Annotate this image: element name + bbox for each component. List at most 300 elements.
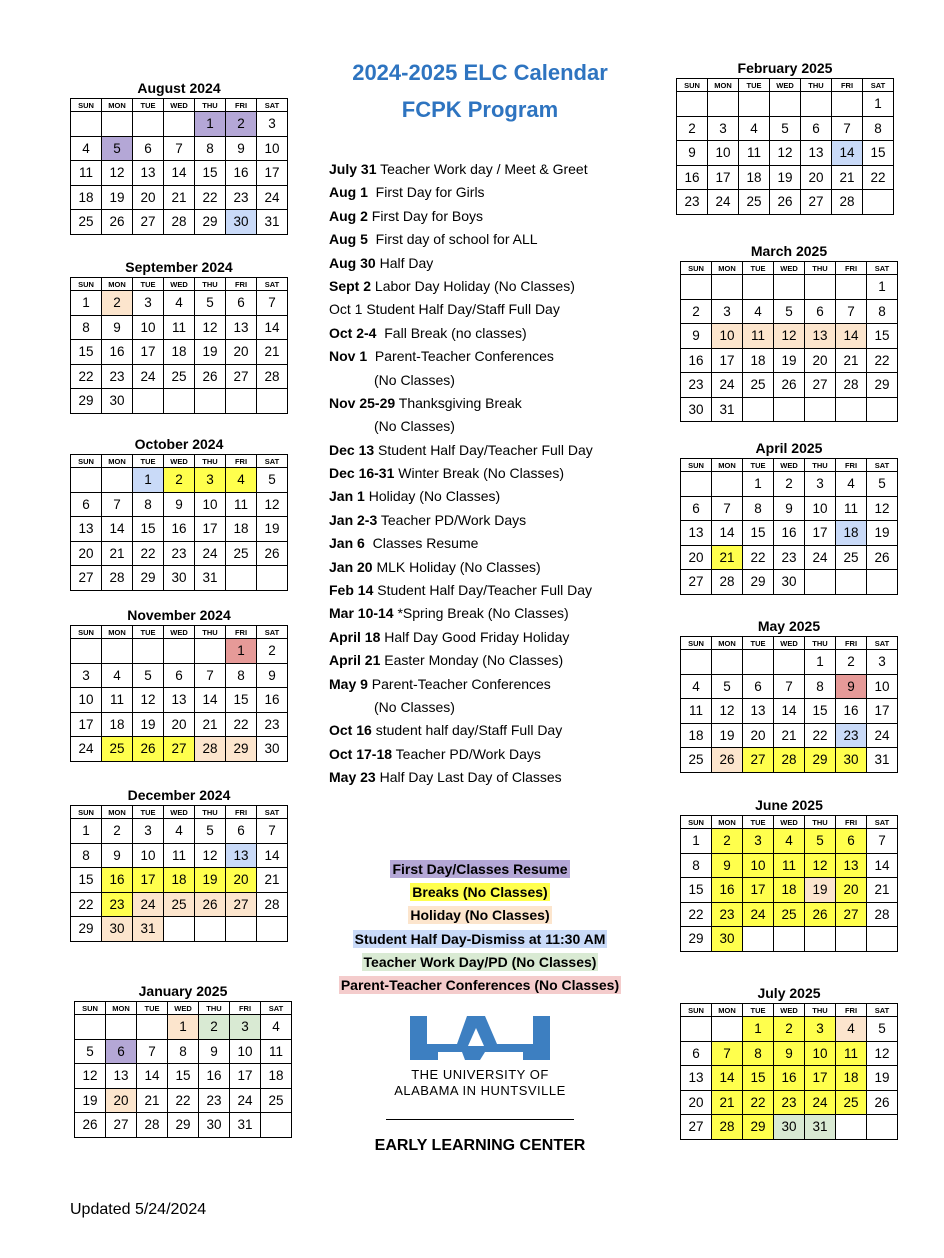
day-cell: 7 bbox=[867, 829, 898, 854]
day-cell: 20 bbox=[681, 545, 712, 570]
calendar-march-2025 bbox=[680, 243, 898, 422]
day-cell: 1 bbox=[71, 291, 102, 316]
day-cell: 22 bbox=[226, 712, 257, 737]
day-cell: 6 bbox=[801, 116, 832, 141]
day-cell: 24 bbox=[743, 902, 774, 927]
day-cell: 3 bbox=[708, 116, 739, 141]
weekday-header: SUN bbox=[71, 455, 102, 468]
weekday-header: WED bbox=[164, 626, 195, 639]
day-cell: 18 bbox=[836, 521, 867, 546]
day-cell: 1 bbox=[867, 275, 898, 300]
event-item bbox=[329, 439, 649, 462]
day-cell: 5 bbox=[257, 468, 288, 493]
weekday-header: FRI bbox=[226, 626, 257, 639]
weekday-header: THU bbox=[195, 278, 226, 291]
day-cell: 8 bbox=[867, 299, 898, 324]
day-cell: 24 bbox=[71, 737, 102, 762]
month-grid bbox=[70, 277, 288, 414]
event-item bbox=[329, 485, 649, 508]
empty-cell bbox=[805, 570, 836, 595]
day-cell: 25 bbox=[743, 373, 774, 398]
day-cell: 11 bbox=[261, 1039, 292, 1064]
empty-cell bbox=[257, 917, 288, 942]
day-cell: 20 bbox=[133, 185, 164, 210]
day-cell: 8 bbox=[805, 674, 836, 699]
day-cell: 9 bbox=[199, 1039, 230, 1064]
event-item bbox=[329, 252, 649, 275]
day-cell: 27 bbox=[226, 892, 257, 917]
empty-cell bbox=[774, 927, 805, 952]
early-learning-center-label: EARLY LEARNING CENTER bbox=[374, 1137, 586, 1154]
logo-text-line1: THE UNIVERSITY OF bbox=[411, 1067, 549, 1082]
day-cell: 9 bbox=[102, 843, 133, 868]
day-cell: 31 bbox=[230, 1113, 261, 1138]
day-cell: 5 bbox=[195, 291, 226, 316]
event-text: Labor Day Holiday (No Classes) bbox=[371, 277, 575, 294]
day-cell: 12 bbox=[774, 324, 805, 349]
event-text: Thanksgiving Break bbox=[395, 394, 522, 411]
day-cell: 5 bbox=[712, 674, 743, 699]
event-date: Aug 1 bbox=[329, 184, 368, 201]
day-cell: 18 bbox=[739, 165, 770, 190]
logo-text-line2: ALABAMA IN HUNTSVILLE bbox=[394, 1083, 566, 1098]
empty-cell bbox=[164, 389, 195, 414]
calendar-april-2025 bbox=[680, 440, 898, 595]
day-cell: 29 bbox=[133, 566, 164, 591]
day-cell: 22 bbox=[867, 348, 898, 373]
empty-cell bbox=[867, 927, 898, 952]
day-cell: 22 bbox=[805, 723, 836, 748]
day-cell: 11 bbox=[743, 324, 774, 349]
empty-cell bbox=[712, 275, 743, 300]
weekday-header: SUN bbox=[71, 99, 102, 112]
day-cell: 9 bbox=[774, 1041, 805, 1066]
day-cell: 6 bbox=[743, 674, 774, 699]
month-grid bbox=[680, 458, 898, 595]
event-date: April 18 bbox=[329, 628, 381, 645]
empty-cell bbox=[770, 92, 801, 117]
day-cell: 20 bbox=[743, 723, 774, 748]
day-cell: 16 bbox=[164, 517, 195, 542]
weekday-header: FRI bbox=[226, 455, 257, 468]
event-item bbox=[329, 509, 649, 532]
day-cell: 9 bbox=[677, 141, 708, 166]
day-cell: 13 bbox=[743, 699, 774, 724]
day-cell: 29 bbox=[743, 1115, 774, 1140]
empty-cell bbox=[774, 397, 805, 422]
day-cell: 14 bbox=[164, 161, 195, 186]
day-cell: 15 bbox=[743, 521, 774, 546]
day-cell: 14 bbox=[257, 315, 288, 340]
day-cell: 30 bbox=[164, 566, 195, 591]
day-cell: 22 bbox=[863, 165, 894, 190]
event-item bbox=[329, 602, 649, 625]
event-date: July 31 bbox=[329, 161, 377, 177]
day-cell: 21 bbox=[102, 541, 133, 566]
legend-label: Teacher Work Day/PD (No Classes) bbox=[363, 953, 597, 970]
day-cell: 10 bbox=[133, 843, 164, 868]
day-cell: 15 bbox=[133, 517, 164, 542]
day-cell: 25 bbox=[836, 545, 867, 570]
weekday-header: FRI bbox=[832, 79, 863, 92]
day-cell: 19 bbox=[75, 1088, 106, 1113]
day-cell: 8 bbox=[743, 496, 774, 521]
empty-cell bbox=[743, 650, 774, 675]
event-text: Student Half Day/Teacher Full Day bbox=[374, 441, 593, 458]
day-cell: 28 bbox=[195, 737, 226, 762]
empty-cell bbox=[708, 92, 739, 117]
weekday-header: SUN bbox=[677, 79, 708, 92]
day-cell: 19 bbox=[133, 712, 164, 737]
event-item bbox=[329, 275, 649, 298]
day-cell: 10 bbox=[71, 688, 102, 713]
day-cell: 19 bbox=[867, 1066, 898, 1091]
day-cell: 25 bbox=[164, 892, 195, 917]
day-cell: 31 bbox=[805, 1115, 836, 1140]
weekday-header: FRI bbox=[836, 816, 867, 829]
legend-item bbox=[330, 951, 630, 974]
day-cell: 24 bbox=[230, 1088, 261, 1113]
day-cell: 2 bbox=[257, 639, 288, 664]
day-cell: 28 bbox=[137, 1113, 168, 1138]
day-cell: 20 bbox=[71, 541, 102, 566]
day-cell: 21 bbox=[164, 185, 195, 210]
day-cell: 28 bbox=[102, 566, 133, 591]
day-cell: 17 bbox=[805, 1066, 836, 1091]
weekday-header: FRI bbox=[836, 637, 867, 650]
day-cell: 23 bbox=[257, 712, 288, 737]
day-cell: 13 bbox=[836, 853, 867, 878]
calendar-june-2025 bbox=[680, 797, 898, 952]
day-cell: 9 bbox=[102, 315, 133, 340]
calendar-december-2024 bbox=[70, 787, 288, 942]
day-cell: 25 bbox=[261, 1088, 292, 1113]
event-date: Aug 30 bbox=[329, 254, 376, 271]
empty-cell bbox=[133, 389, 164, 414]
weekday-header: WED bbox=[774, 1004, 805, 1017]
legend-item bbox=[330, 881, 630, 904]
page-title: 2024-2025 ELC Calendar bbox=[352, 60, 608, 85]
day-cell: 29 bbox=[681, 927, 712, 952]
day-cell: 19 bbox=[195, 868, 226, 893]
empty-cell bbox=[836, 275, 867, 300]
weekday-header: TUE bbox=[743, 1004, 774, 1017]
legend-item bbox=[330, 974, 630, 997]
event-text: Easter Monday (No Classes) bbox=[380, 652, 564, 669]
day-cell: 24 bbox=[133, 364, 164, 389]
day-cell: 4 bbox=[774, 829, 805, 854]
weekday-header: THU bbox=[195, 626, 226, 639]
day-cell: 25 bbox=[102, 737, 133, 762]
event-item bbox=[329, 158, 649, 181]
weekday-header: WED bbox=[164, 278, 195, 291]
event-date: Oct 16 bbox=[329, 722, 372, 739]
weekday-header: SUN bbox=[681, 1004, 712, 1017]
day-cell: 13 bbox=[681, 521, 712, 546]
event-item bbox=[329, 766, 649, 789]
weekday-header: MON bbox=[712, 262, 743, 275]
day-cell: 1 bbox=[226, 639, 257, 664]
day-cell: 27 bbox=[133, 210, 164, 235]
day-cell: 13 bbox=[106, 1064, 137, 1089]
day-cell: 25 bbox=[71, 210, 102, 235]
uah-logo-mark bbox=[405, 1016, 555, 1062]
day-cell: 2 bbox=[226, 112, 257, 137]
event-item bbox=[329, 649, 649, 672]
day-cell: 27 bbox=[71, 566, 102, 591]
day-cell: 29 bbox=[195, 210, 226, 235]
day-cell: 29 bbox=[743, 570, 774, 595]
event-text: Half Day Last Day of Classes bbox=[375, 769, 562, 786]
day-cell: 13 bbox=[71, 517, 102, 542]
event-text: (No Classes) bbox=[374, 418, 455, 435]
day-cell: 24 bbox=[867, 723, 898, 748]
day-cell: 13 bbox=[681, 1066, 712, 1091]
event-date: Oct 2-4 bbox=[329, 324, 377, 341]
empty-cell bbox=[71, 639, 102, 664]
day-cell: 11 bbox=[164, 315, 195, 340]
weekday-header: SAT bbox=[257, 455, 288, 468]
page-subtitle: FCPK Program bbox=[401, 97, 559, 122]
day-cell: 27 bbox=[801, 190, 832, 215]
weekday-header: SUN bbox=[75, 1002, 106, 1015]
empty-cell bbox=[681, 472, 712, 497]
event-date: Aug 2 bbox=[329, 207, 368, 224]
event-date: Nov 1 bbox=[329, 348, 368, 365]
day-cell: 28 bbox=[712, 1115, 743, 1140]
day-cell: 11 bbox=[681, 699, 712, 724]
weekday-header: MON bbox=[712, 637, 743, 650]
day-cell: 6 bbox=[681, 496, 712, 521]
weekday-header: WED bbox=[770, 79, 801, 92]
day-cell: 5 bbox=[867, 1017, 898, 1042]
day-cell: 10 bbox=[257, 136, 288, 161]
empty-cell bbox=[164, 112, 195, 137]
day-cell: 27 bbox=[743, 748, 774, 773]
day-cell: 31 bbox=[195, 566, 226, 591]
day-cell: 30 bbox=[102, 389, 133, 414]
weekday-header: SAT bbox=[257, 806, 288, 819]
day-cell: 15 bbox=[867, 324, 898, 349]
day-cell: 15 bbox=[71, 340, 102, 365]
event-text: *Spring Break (No Classes) bbox=[393, 605, 569, 622]
day-cell: 9 bbox=[226, 136, 257, 161]
day-cell: 7 bbox=[195, 663, 226, 688]
day-cell: 14 bbox=[774, 699, 805, 724]
event-date: Sept 2 bbox=[329, 277, 372, 294]
day-cell: 28 bbox=[257, 364, 288, 389]
day-cell: 5 bbox=[75, 1039, 106, 1064]
day-cell: 21 bbox=[712, 545, 743, 570]
day-cell: 8 bbox=[168, 1039, 199, 1064]
day-cell: 21 bbox=[867, 878, 898, 903]
day-cell: 23 bbox=[102, 364, 133, 389]
day-cell: 29 bbox=[71, 389, 102, 414]
weekday-header: SUN bbox=[681, 459, 712, 472]
day-cell: 25 bbox=[739, 190, 770, 215]
event-text: (No Classes) bbox=[374, 698, 455, 715]
day-cell: 3 bbox=[71, 663, 102, 688]
day-cell: 2 bbox=[199, 1015, 230, 1040]
day-cell: 24 bbox=[805, 1090, 836, 1115]
event-list bbox=[329, 158, 649, 790]
empty-cell bbox=[712, 1017, 743, 1042]
calendar-september-2024 bbox=[70, 259, 288, 414]
day-cell: 1 bbox=[195, 112, 226, 137]
event-text: Half Day bbox=[375, 254, 434, 271]
day-cell: 25 bbox=[774, 902, 805, 927]
day-cell: 10 bbox=[867, 674, 898, 699]
day-cell: 11 bbox=[226, 492, 257, 517]
day-cell: 7 bbox=[102, 492, 133, 517]
logo-divider bbox=[386, 1119, 574, 1120]
day-cell: 28 bbox=[836, 373, 867, 398]
event-text: Half Day Good Friday Holiday bbox=[380, 628, 570, 645]
day-cell: 12 bbox=[867, 1041, 898, 1066]
day-cell: 24 bbox=[712, 373, 743, 398]
legend-item bbox=[330, 858, 630, 881]
day-cell: 20 bbox=[226, 868, 257, 893]
day-cell: 12 bbox=[712, 699, 743, 724]
day-cell: 10 bbox=[805, 496, 836, 521]
weekday-header: TUE bbox=[133, 626, 164, 639]
day-cell: 5 bbox=[805, 829, 836, 854]
day-cell: 14 bbox=[836, 324, 867, 349]
month-title: May 2025 bbox=[757, 618, 821, 634]
empty-cell bbox=[133, 112, 164, 137]
empty-cell bbox=[195, 917, 226, 942]
day-cell: 29 bbox=[71, 917, 102, 942]
day-cell: 14 bbox=[102, 517, 133, 542]
weekday-header: SAT bbox=[863, 79, 894, 92]
weekday-header: FRI bbox=[226, 99, 257, 112]
weekday-header: THU bbox=[195, 806, 226, 819]
day-cell: 21 bbox=[257, 340, 288, 365]
event-text: Classes Resume bbox=[364, 535, 479, 552]
month-grid bbox=[74, 1001, 292, 1138]
day-cell: 25 bbox=[836, 1090, 867, 1115]
empty-cell bbox=[137, 1015, 168, 1040]
event-text: First day of school for ALL bbox=[367, 231, 538, 248]
event-date: Dec 13 bbox=[329, 441, 375, 458]
day-cell: 27 bbox=[805, 373, 836, 398]
weekday-header: SUN bbox=[681, 816, 712, 829]
event-item bbox=[329, 415, 649, 438]
weekday-header: FRI bbox=[230, 1002, 261, 1015]
event-item bbox=[329, 228, 649, 251]
day-cell: 23 bbox=[677, 190, 708, 215]
day-cell: 3 bbox=[805, 1017, 836, 1042]
day-cell: 25 bbox=[681, 748, 712, 773]
event-date: Dec 16-31 bbox=[329, 465, 395, 482]
weekday-header: MON bbox=[102, 626, 133, 639]
event-date: Jan 2-3 bbox=[329, 511, 378, 528]
day-cell: 6 bbox=[106, 1039, 137, 1064]
calendar-july-2025 bbox=[680, 985, 898, 1140]
day-cell: 8 bbox=[71, 843, 102, 868]
day-cell: 25 bbox=[164, 364, 195, 389]
day-cell: 29 bbox=[168, 1113, 199, 1138]
weekday-header: SAT bbox=[261, 1002, 292, 1015]
day-cell: 29 bbox=[805, 748, 836, 773]
calendar-may-2025 bbox=[680, 618, 898, 773]
event-item bbox=[329, 579, 649, 602]
weekday-header: MON bbox=[712, 816, 743, 829]
empty-cell bbox=[867, 397, 898, 422]
day-cell: 6 bbox=[164, 663, 195, 688]
event-date: May 23 bbox=[329, 769, 376, 786]
calendar-october-2024 bbox=[70, 436, 288, 591]
weekday-header: MON bbox=[712, 1004, 743, 1017]
empty-cell bbox=[836, 927, 867, 952]
day-cell: 7 bbox=[164, 136, 195, 161]
day-cell: 3 bbox=[743, 829, 774, 854]
day-cell: 16 bbox=[677, 165, 708, 190]
empty-cell bbox=[712, 472, 743, 497]
day-cell: 20 bbox=[681, 1090, 712, 1115]
day-cell: 24 bbox=[805, 545, 836, 570]
weekday-header: SAT bbox=[867, 816, 898, 829]
day-cell: 26 bbox=[133, 737, 164, 762]
weekday-header: WED bbox=[774, 459, 805, 472]
day-cell: 15 bbox=[226, 688, 257, 713]
day-cell: 28 bbox=[867, 902, 898, 927]
day-cell: 10 bbox=[712, 324, 743, 349]
empty-cell bbox=[164, 917, 195, 942]
weekday-header: THU bbox=[195, 99, 226, 112]
day-cell: 7 bbox=[137, 1039, 168, 1064]
event-text: student half day/Staff Full Day bbox=[371, 722, 563, 739]
event-date: Feb 14 bbox=[329, 582, 374, 599]
day-cell: 13 bbox=[164, 688, 195, 713]
day-cell: 8 bbox=[133, 492, 164, 517]
weekday-header: MON bbox=[102, 99, 133, 112]
day-cell: 19 bbox=[257, 517, 288, 542]
day-cell: 11 bbox=[774, 853, 805, 878]
day-cell: 1 bbox=[743, 472, 774, 497]
weekday-header: SAT bbox=[867, 262, 898, 275]
day-cell: 22 bbox=[71, 364, 102, 389]
day-cell: 8 bbox=[195, 136, 226, 161]
weekday-header: WED bbox=[164, 806, 195, 819]
day-cell: 23 bbox=[774, 545, 805, 570]
day-cell: 31 bbox=[712, 397, 743, 422]
weekday-header: SUN bbox=[71, 626, 102, 639]
day-cell: 14 bbox=[257, 843, 288, 868]
day-cell: 6 bbox=[71, 492, 102, 517]
day-cell: 15 bbox=[805, 699, 836, 724]
day-cell: 15 bbox=[743, 1066, 774, 1091]
weekday-header: THU bbox=[195, 455, 226, 468]
month-title: July 2025 bbox=[757, 985, 821, 1001]
empty-cell bbox=[681, 275, 712, 300]
weekday-header: TUE bbox=[133, 99, 164, 112]
weekday-header: SAT bbox=[257, 626, 288, 639]
day-cell: 12 bbox=[102, 161, 133, 186]
day-cell: 4 bbox=[164, 291, 195, 316]
empty-cell bbox=[801, 92, 832, 117]
month-grid bbox=[70, 454, 288, 591]
month-grid bbox=[70, 98, 288, 235]
day-cell: 16 bbox=[257, 688, 288, 713]
day-cell: 18 bbox=[743, 348, 774, 373]
day-cell: 18 bbox=[164, 868, 195, 893]
empty-cell bbox=[774, 275, 805, 300]
empty-cell bbox=[863, 190, 894, 215]
event-date: May 9 bbox=[329, 675, 368, 692]
day-cell: 4 bbox=[836, 472, 867, 497]
day-cell: 27 bbox=[164, 737, 195, 762]
